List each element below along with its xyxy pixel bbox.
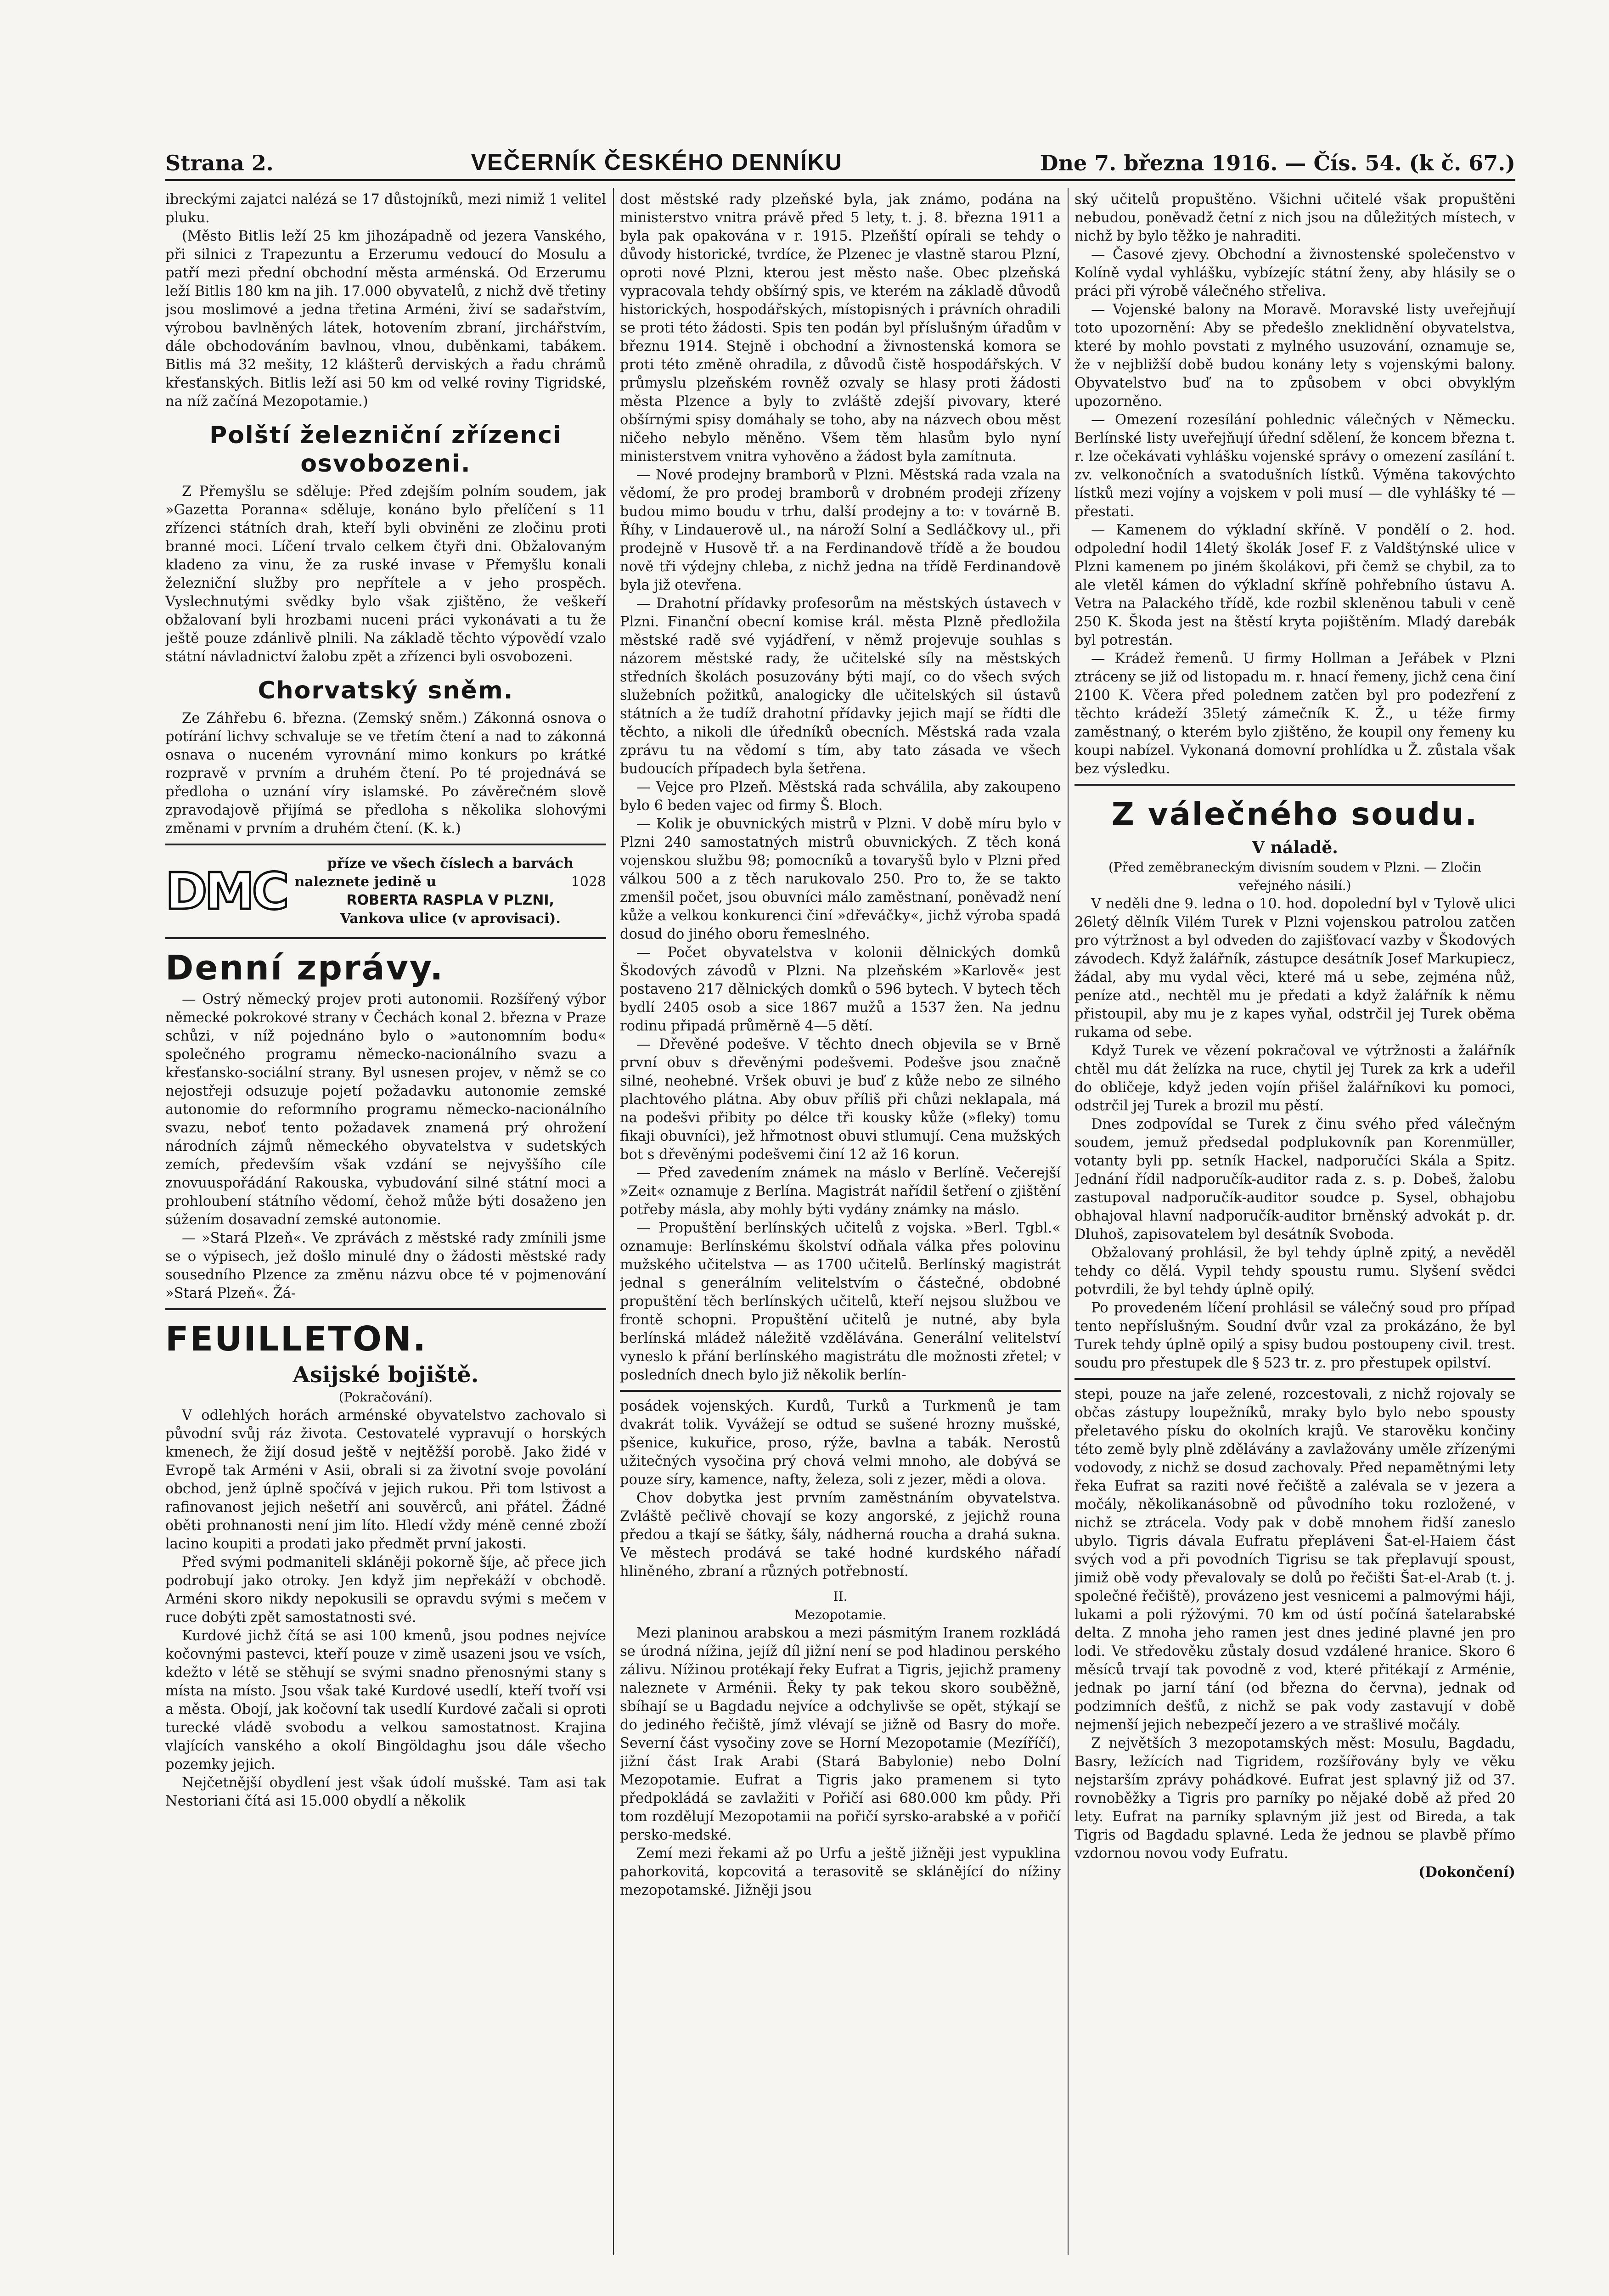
column-separator	[1068, 188, 1069, 2255]
article-text: Zemí mezi řekami až po Urfu a ještě jižněji jest vypuklina pahorkovitá, kopcovitá a terasovitě se sklánějící do nížiny mezopotamské. Jižněji jsou	[620, 1846, 1061, 1898]
article-text: Obžalovaný prohlásil, že byl tehdy úplně zpitý, a nevěděl tehdy co dělá. Vypil tehdy spoustu rumu. Slyšení svědci potvrdili, že byl tehdy úplně opilý.	[1075, 1245, 1515, 1298]
article-text: — Dřevěné podešve. V těchto dnech objevila se v Brně první obuv s dřevěnými podešvemi. Podešve jsou značně silné, neohebné. Vršek obuvi je buď z kůže nebo ze silného plachtového plátna. Aby obuv příliš při chůzi neklapala, má na podešvi přibity po délce tři kousky kůže (»flekyׂ) tomu fikaji obuvníci), jež hřmotnost obuvi stlumují. Cena mužských bot s dřevěnými podešvemi činí 12 až 16 korun.	[620, 1036, 1061, 1163]
article-text: stepi, pouze na jaře zelené, rozcestovali, z nichž rojovaly se občas zástupy loupežníků, mraky bylo bylo nebo spousty přeletavého písku do okolních krajů. Ve starověku končiny této země byly plně zdělávány a zavlažovány uměle zřízenými vodovody, z nichž se dosud zachovaly. Před nepamětnými lety řeka Eufrat sa raziti nové řečiště a zalévala se v jezera a močály, několikanásobně od původního toku rozložené, v nichž se ztrácela. Vody pak v době mnohem řidší zaneslo ubylo. Tigris dávala Eufratu přepláveni Šat-el-Haiem část svých vod a při povodních Tigrisu se tak přeplavují spoust, jimiž obě vody převalovaly se dolů po řečišti Šat-el-Arab (t. j. společné řečiště), provázeno jest vesnicemi a palmovými háji, lukami a poli rýžovými. 70 km od ústí počíná šatelarabské delta. Z mnoha jeho ramen jest dnes jediné plavné jen pro lodi. Ve středověku zůstaly dosud vzdálené hranice. Skoro 6 měsíců trvají tak povodně z vod, které přitékají z Arménie, jednak po jarní tání (od března do června), jednak od podzimních dešťů, z nichž se pak vody zastavují v době nejmenší jejich nebezpečí jezero a ve strašlivé močály.	[1075, 1386, 1515, 1733]
newspaper-page	[165, 133, 1515, 2273]
article-text: Z Přemyšlu se sděluje: Před zdejším polním soudem, jak »Gazetta Poranna« sděluje, konáno bylo přelíčení s 11 zřízenci státních drah, kteří byli obviněni ze zločinu proti branné moci. Líčení trvalo celkem čtyři dni. Obžalovaným kladeno za vinu, že za ruské invase v Přemyšlu konali železniční služby pro nepřítele a v jeho prospěch. Vyslechnutými svědky bylo však zjištěno, že veškeří obžalovaní byli hrozbami nuceni práci vykonávati a tu že ještě pouze zdánlivě plnili. Na základě těchto výpovědí vzalo státní návladnictví žalobu zpět a zřízenci byli osvobozeni.	[165, 484, 606, 665]
divider	[1075, 1378, 1515, 1380]
divider	[165, 937, 606, 939]
ad-line: příze ve všech číslech a barvách	[327, 855, 574, 872]
ad-number: 1028	[571, 874, 606, 890]
masthead-title: VEČERNÍK ČESKÉHO DENNÍKU	[471, 149, 843, 175]
article-text: Kurdové jichž čítá se asi 100 kmenů, jsou podnes nejvíce kočovnými pastevci, kteří pouze v zimě usazeni jsou ve vsích, kdežto v létě se stěhují se svými snadno přenosnými stany s místa na místo. Jsou však také Kurdové usedlí, kteří tvoří vsi a města. Obojí, jak kočovní tak usedlí Kurdové začali si oproti turecké vládě svobodu a velkou samostatnost. Krajina vlajících vanského a okolí Bingöldaghu jsou dále všecho pozemky jejich.	[165, 1628, 606, 1773]
section-heading: Polští železniční zřízenci osvobozeni.	[209, 422, 562, 478]
chapter-title: Mezopotamie.	[794, 1607, 887, 1622]
advertisement	[165, 851, 606, 932]
section-title: Z válečného soudu.	[1111, 796, 1479, 833]
article-text: — Kolik je obuvnických mistrů v Plzni. V době míru bylo v Plzni 240 samostatných mistrů obuvnických. Z těch koná vojenskou službu 98; pomocníků a tovaryšů bylo v Plzni před válkou 500 a z těch narukovalo 250. Pro to, že se takto zmenšil počet, jsou obuvníci málo zaměstnaní, poněvadž není kůže a velkou konkurenci činí »dřeváčky«, jichž výroba spadá dosud do jiného oboru řemeslného.	[620, 816, 1061, 942]
article-text: Po provedeném líčení prohlásil se válečný soud pro případ tento nepříslušným. Soudní dvůr vzal za prokázáno, že byl Turek tehdy úplně opilý a spisy budou postoupeny civil. trest. soudu pro přestupek dle § 523 tr. z. pro přestupek opilství.	[1075, 1300, 1515, 1371]
divider	[1075, 784, 1515, 786]
feuilleton-subtitle: (Pokračování).	[338, 1390, 433, 1405]
report-subtitle: (Před zeměbraneckým divisním soudem v Plzni. — Zločin veřejného násilí.)	[1108, 860, 1482, 893]
article-text: — Omezení rozesílání pohlednic válečných v Německu. Berlínské listy uveřejňují úřední sdělení, že koncem března t. r. lze očekávati vyhlášku vojenské správy o omezení zasílání t. zv. velkonočních a svatodušních lístků. Výměna takovýchto lístků mezi vojíny a vojskem v poli musí — dle vyhlášky té — přestati.	[1075, 412, 1515, 520]
article-text: — Krádež řemenů. U firmy Hollman a Jeřábek v Plzni ztráceny se již od listopadu m. r. hnací řemeny, jichž cena činí 2100 K. Včera před polednem zatčen byl pro podezření z těchto krádeží 35letý zámečník K. Ž., u téže firmy zaměstnaný, o kterém bylo zjištěno, že koupil ony řemeny ku koupi nabízel. Vykonaná domovní prohlídka u Ž. zůstala však bez výsledku.	[1075, 651, 1515, 777]
article-text: (Město Bitlis leží 25 km jihozápadně od jezera Vanského, při silnici z Trapezuntu a Erzerumu vedoucí do Mosulu a patří mezi přední obchodní města arménská. Od Erzerumu leží Bitlis 180 km na jih. 17.000 obyvatelů, z nichž dvě třetiny jsou moslimové a jedna třetina Arméni, živí se sadařstvím, výrobou bavlněných látek, hotovením zbraní, jirchářstvím, dále obchodováním bavlnou, vlnou, duběnkami, tabákem. Bitlis má 32 mešity, 12 klášterů derviských a řadu chrámů křesťanských. Bitlis leží asi 50 km od velké roviny Tigridské, na níž začíná Mezopotamie.)	[165, 228, 606, 410]
article-text: — Časové zjevy. Obchodní a živnostenské společenstvo v Kolíně vydal vyhlášku, vybízejíc státní ženy, aby hlásily se o práci při výrobě válečného střeliva.	[1075, 247, 1515, 299]
divider	[165, 844, 606, 845]
article-text: Když Turek ve vězení pokračoval ve výtržnosti a žalářník chtěl mu dát želízka na ruce, chytil jej Turek za krk a udeřil do obličeje, když jeden vojín přišel žalářníkovi ku pomoci, odstrčil jej Turek a brozil mu pěstí.	[1075, 1043, 1515, 1114]
feuilleton-title: FEUILLETON.	[165, 1319, 428, 1359]
header-rule	[165, 179, 1515, 181]
column-3	[1075, 191, 1515, 2273]
article-text: Chov dobytka jest prvním zaměstnáním obyvatelstva. Zvláště pečlivě chovají se kozy angorské, z jejichž rouna předou a tkají se šátky, šály, nádherná roucha a drahá sukna. Ve městech prodává se také hodné kurdského nářadí hliněného, zbraní a různých potřebností.	[620, 1490, 1061, 1580]
issue-date: Dne 7. března 1916. — Čís. 54. (k č. 67.)	[1040, 151, 1515, 175]
page-number: Strana 2.	[165, 151, 274, 175]
continued-note: (Dokončení)	[1418, 1864, 1515, 1880]
ad-line: naleznete jedině u	[294, 874, 437, 890]
chapter-number: II.	[833, 1589, 848, 1604]
divider	[620, 1390, 1061, 1392]
article-text: Před svými podmaniteli skláněji pokorně šíje, ač přece jich podrobují jako otroky. Jen když jim nepřekáží v obchodě. Arméni skoro nikdy nepokusili se opravdu svými s mečem v ruce dobýti zpět samostatnosti své.	[165, 1554, 606, 1626]
ad-line: ROBERTA RASPLA V PLZNI,	[346, 892, 554, 908]
article-text: — Ostrý německý projev proti autonomii. Rozšířený výbor německé pokrokové strany v Čechách konal 2. března v Praze schůzi, v níž pojednáno bylo o »autonomním bodu« společného programu německo-nacionálního svazu a křesťansko-sociální strany. Byl usnesen projev, v němž se co nejostřeji odsuzuje pojetí požadavku autonomie zemské autonomie do reformního programu německo-nacionálního svazu, neboť tento požadavek znamená prý ohrožení národních zájmů německého obyvatelstva v sudetských zemích, především však vzdání se nejvyššího cíle znovuuspořádání Rakouska, vybudování silné státní moci a prohloubení státního vědomí, čehož může býti dosaženo jen súžením dosavadní zemské autonomie.	[165, 991, 606, 1228]
page-header	[165, 133, 1515, 175]
article-text: Ze Záhřebu 6. března. (Zemský sněm.) Zákonná osnova o potírání lichvy schvaluje se ve třetím čtení a nad to zákonná osnava o nuceném vyrovnání mimo konkurs po krátké rozpravě v prvním a druhém čtení. Po té projednává se předloha o uznání víry islamské. Po závěrečném slově zpravodajově přijímá se předloha s několika slohovými změnami v prvním a druhém čtení. (K. k.)	[165, 710, 606, 837]
article-text: — Vojenské balony na Moravě. Moravské listy uveřejňují toto upozornění: Aby se předešlo zneklidnění obyvatelstva, které by mohlo povstati z mylného usuzování, oznamuje se, že v nejbližší době budou konány lety s vojenskými balony. Obyvatelstvo buď na to způsobem v obci obvyklým upozorněno.	[1075, 302, 1515, 410]
article-text: — Nové prodejny bramborů v Plzni. Městská rada vzala na vědomí, že pro prodej bramborů v drobném prodeji zřízeny budou mimo boudu v trhu, další prodejny a to: v továrně B. Říhy, v Lindauerově ul., na nároží Solní a Sedláčkovy ul., při prodejně v Husově tř. a na Ferdinandově třídě a že boudou nově tři výdejny chleba, z nichž jedna na třídě Ferdinandově byla již otevřena.	[620, 467, 1061, 593]
ad-row	[295, 873, 607, 891]
article-text: Dnes zodpovídal se Turek z činu svého před válečným soudem, jemuž předsedal podplukovník pan Korenmüller, votanty byli pp. setník Hackel, nadporučíci Skála a Spitz. Jednání řídil nadporučík-auditor rada z. s. p. Dobeš, žalobu zastupoval nadporučík-auditor soudce p. Sysel, obhajobu obhajoval hlavní nadporučík-auditor brněnský advokát p. dr. Dluhoš, zapisovatelem byl desátník Svoboda.	[1075, 1116, 1515, 1243]
article-text: V neděli dne 9. ledna o 10. hod. dopolední byl v Tylově ulici 26letý dělník Vilém Turek v Plzni vojenskou patrolou zatčen pro výtržnost a byl odveden do zajišťovací vazby v Škodových závodech. Když žalářník, zástupce desátník Josef Markupiecz, žádal, aby mu vydal věci, které má u sebe, zejména nůž, peníze atd., nechtěl mu je předati a když žalářník k němu přistoupil, aby mu je z kapes vyňal, odstrčil jej Turek oběma rukama od sebe.	[1075, 896, 1515, 1041]
article-text: dost městské rady plzeňské byla, jak známo, podána na ministerstvo vnitra právě před 5 lety, t. j. 8. března 1911 a byla pak opakována v r. 1915. Plzeňští opírali se tehdy o důvody historické, tvrdíce, že Plzenec je vlastně starou Plzní, oproti nové Plzni, kterou jest město naše. Obec plzeňská vypracovala tehdy obšírný spis, ve kterém na základě důvodů historických, hospodářských, místopisných i právních ohradili se proti této žádosti. Spis ten podán byl příslušným úřadům v březnu 1914. Stejně i obchodní a živnostenská komora se proti této změně ohradila, z důvodů čistě hospodářských. V průmyslu plzeňském rovněž ozvaly se hlasy proti žádosti města Plzence a byly to zvláště zdejší pivovary, které obšírnými spisy domáhaly se toho, aby na názvech obou měst ničeho nebylo měněno. Všem těm hlasům bylo nyní ministerstvem vnitra vyhověno a žádost byla zamítnuta.	[620, 191, 1061, 465]
article-text: — Počet obyvatelstva v kolonii dělnických domků Škodových závodů v Plzni. Na plzeňském »Karlově« jest postaveno 217 dělnických domků o 596 bytech. V bytech těch bydlí 2405 osob a sice 1867 mužů a 1537 žen. Na jednu rodinu připadá průměrně 4—5 dětí.	[620, 945, 1061, 1034]
article-text: — »Stará Plzeň«. Ve zprávách z městské rady zmínili jsme se o výpisech, jež došlo minulé dny o žádosti městské rady sousedního Plzence za změnu názvu obce té v pojmenování »Stará Plzeň«. Žá-	[165, 1230, 606, 1301]
article-text: — Drahotní přídavky profesorům na městských ústavech v Plzni. Finanční obecní komise král. města Plzně předložila městské radě své vyjádření, v němž projevuje souhlas s názorem městské rady, že učitelské síly na městských středních školách posuzovány býti mají, co do všech svých služebních požitků, analogicky dle učitelských sil ústavů státních a že tudíž drahotní přídavky jejich mají se řídti dle těchto, a nikoli dle úředníků obecních. Městská rada vzala zprávu tu na vědomí s tím, aby tato zásada ve všech budoucích případech byla šetřena.	[620, 596, 1061, 777]
article-text: posádek vojenských. Kurdů, Turků a Turkmenů je tam dvakrát tolik. Vyvážejí se odtud se sušené hrozny mušské, pšenice, kukuřice, proso, rýže, bavlna a tabák. Nerostů užitečných vysočina prý chová velmi mnoho, ale dobývá se pouze síry, kamence, nafty, železa, soli z jezer, mědi a olova.	[620, 1398, 1061, 1488]
article-text: Z největších 3 mezopotamských měst: Mosulu, Bagdadu, Basry, ležících nad Tigridem, rozšířovány byly ve věku nejstarším zprávy pohádkové. Eufrat jest splavný již od 37. rovnoběžky a Tigris pro parníky po nějaké době až před 20 lety. Eufrat na parníky splavným již jest od Bireda, a tak Tigris od Bagdadu splavné. Leda že jednou se plavbě přímo vzdornou novou vody Eufratu.	[1075, 1735, 1515, 1862]
article-text: ský učitelů propuštěno. Všichni učitelé však propuštěni nebudou, poněvadž četní z nich jsou na důležitých místech, v nichž by bylo těžko je nahraditi.	[1075, 191, 1515, 244]
article-text: — Před zavedením známek na máslo v Berlíně. Večerejší »Zeit« oznamuje z Berlína. Magistrát nařídil šetření o zjištění potřeby másla, aby mohly býti vydány známky na máslo.	[620, 1165, 1061, 1218]
feuilleton-article-title: Asijské bojiště.	[293, 1362, 479, 1388]
divider	[165, 1308, 606, 1310]
article-text: — Propuštění berlínských učitelů z vojska. »Berl. Tgbl.« oznamuje: Berlínskému školství odňala válka přes polovinu mužského učitelstva — as 1700 učitelů. Berlínský magistrát jednal s generálním velitelstvím o částečné, obdobné propuštění těch berlínských učitelů, kteří nejsou službou ve frontě schopni. Propuštění učitelů je nutné, aby byla berlínská mládež náležitě vzdělávána. Generální velitelství vyneslo k přání berlínského magistrátu dle možnosti zřetel; v posledních dnech bylo již několik berlín-	[620, 1220, 1061, 1383]
ad-text	[295, 855, 607, 928]
report-title: V náladě.	[1252, 838, 1338, 857]
article-text: Nejčetnější obydlení jest však údolí mušské. Tam asi tak Nestoriani čítá asi 15.000 obydlí a několik	[165, 1775, 606, 1809]
article-text: Mezi planinou arabskou a mezi pásmitým Iranem rozkládá se úrodná nížina, jejíž díl jižní není se pod hladinou perského zálivu. Nížinou protékají řeky Eufrat a Tigris, jejichž prameny naleznete v Arménii. Řeky ty pak tekou skoro souběžně, sbíhají se u Bagdadu nejvíce a odchylivše se opět, stýkají se do jediného řečiště, jímž vlévají se jižně od Basry do moře. Severní část vysočiny zove se Horní Mezopotamie (Mezíříčí), jižní část Irak Arabi (Stará Babylonie) nebo Dolní Mezopotamie. Eufrat a Tigris jako pramenem si tyto předpokládá se zavlažiti v Pořičí asi 680.000 km půdy. Při tom rozdělují Mezopotamii na pořičí syrsko-arabské a v pořičí persko-medské.	[620, 1625, 1061, 1843]
column-2	[620, 191, 1061, 2273]
ad-line: Vankova ulice (v aprovisaci).	[340, 911, 561, 927]
article-text: ibreckými zajatci nalézá se 17 důstojníků, mezi nimiž 1 velitel pluku.	[165, 191, 606, 226]
section-heading: Chorvatský sněm.	[258, 677, 514, 704]
article-text: V odlehlých horách arménské obyvatelstvo zachovalo si původní svůj ráz života. Cestovatelé vypravují o horských kmenech, že žijí dosud ještě v nejtěžší porobě. Jako židé v Evropě tak Arméni v Asii, obrali si za životní svoje povolání obchod, jenž úplně spočívá v jejich rukou. Při tom lstivost a rafinovanost jejich nešetří ani souvěrců, ani přátel. Žádné oběti prohnanosti není jim líto. Hledí vždy méně cenné zboží lacino koupiti a prodati jako předmět první jakosti.	[165, 1407, 606, 1552]
article-text: — Vejce pro Plzeň. Městská rada schválila, aby zakoupeno bylo 6 beden vajec od firmy Š. Bloch.	[620, 779, 1061, 814]
article-text: — Kamenem do výkladní skříně. V pondělí o 2. hod. odpolední hodil 14letý školák Josef F. z Valdštýnské ulice v Plzni kamenem po jiném školákovi, při čemž se chybil, za to ale vletěl kámen do výkladní skříně pohřebního ústavu A. Vetra na Palackého třídě, kde rozbil skleněnou tabuli v ceně 250 K. Škoda jest na štěstí kryta pojištěním. Mladý darebák byl potrestán.	[1075, 522, 1515, 648]
column-1	[165, 191, 606, 2273]
column-separator	[613, 188, 614, 2255]
dmc-logo: DMC	[165, 862, 287, 921]
section-title: Denní zprávy.	[165, 948, 444, 988]
